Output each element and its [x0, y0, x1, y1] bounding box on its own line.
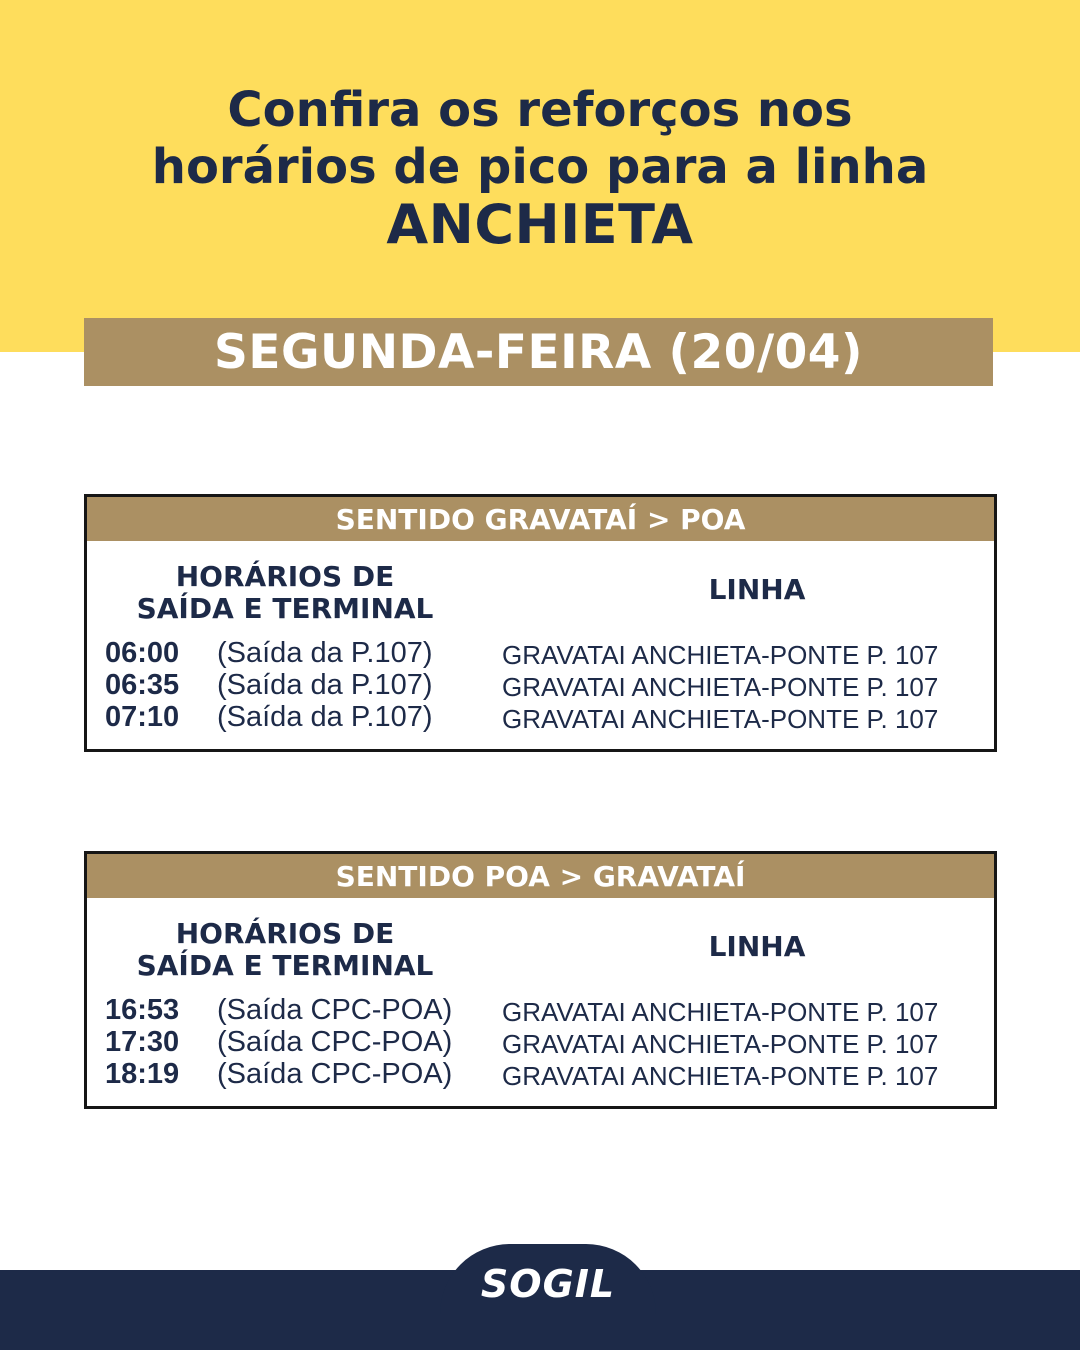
bus-line: GRAVATAI ANCHIETA-PONTE P. 107	[502, 672, 939, 702]
column-header-times-line-1: HORÁRIOS DE	[175, 917, 395, 950]
title-line-2: horários de pico para a linha	[151, 139, 929, 195]
section-direction: SENTIDO GRAVATAÍ > POA	[335, 502, 746, 536]
section-header	[87, 497, 994, 541]
departure-terminal: (Saída da P.107)	[217, 701, 433, 733]
schedule-row	[105, 669, 985, 701]
section-header	[87, 854, 994, 898]
departure-terminal: (Saída da P.107)	[217, 637, 433, 669]
bus-line: GRAVATAI ANCHIETA-PONTE P. 107	[502, 704, 939, 734]
schedule-row	[105, 994, 985, 1026]
schedule-rows	[105, 637, 985, 733]
column-header-times	[105, 561, 465, 625]
schedule-row	[105, 701, 985, 733]
departure-time: 16:53	[105, 994, 180, 1026]
schedule-section-poa-gravatai	[84, 851, 997, 1109]
bus-line: GRAVATAI ANCHIETA-PONTE P. 107	[502, 1061, 939, 1091]
column-header-times-line-2: SAÍDA E TERMINAL	[136, 949, 434, 982]
departure-terminal: (Saída CPC-POA)	[217, 1058, 453, 1090]
bus-line: GRAVATAI ANCHIETA-PONTE P. 107	[502, 997, 939, 1027]
bus-line: GRAVATAI ANCHIETA-PONTE P. 107	[502, 640, 939, 670]
departure-terminal: (Saída CPC-POA)	[217, 994, 453, 1026]
bus-line: GRAVATAI ANCHIETA-PONTE P. 107	[502, 1029, 939, 1059]
column-header-times-line-1: HORÁRIOS DE	[175, 560, 395, 593]
schedule-rows	[105, 994, 985, 1090]
departure-time: 17:30	[105, 1026, 180, 1058]
departure-terminal: (Saída CPC-POA)	[217, 1026, 453, 1058]
departure-time: 18:19	[105, 1058, 180, 1090]
departure-time: 06:00	[105, 637, 180, 669]
sogil-logo: SOGIL	[480, 1262, 616, 1306]
departure-terminal: (Saída da P.107)	[217, 669, 433, 701]
title-line-3: ANCHIETA	[386, 193, 694, 256]
schedule-row	[105, 637, 985, 669]
departure-time: 07:10	[105, 701, 180, 733]
column-header-line: LINHA	[708, 930, 806, 963]
column-header-times	[105, 918, 465, 982]
departure-time: 06:35	[105, 669, 180, 701]
day-banner-label: SEGUNDA-FEIRA (20/04)	[214, 324, 863, 380]
title-line-1: Confira os reforços nos	[227, 82, 853, 138]
schedule-row	[105, 1058, 985, 1090]
page-title	[0, 82, 1080, 256]
section-direction: SENTIDO POA > GRAVATAÍ	[335, 859, 746, 893]
day-banner	[84, 318, 993, 386]
column-header-times-line-2: SAÍDA E TERMINAL	[136, 592, 434, 625]
column-header-line: LINHA	[708, 573, 806, 606]
schedule-row	[105, 1026, 985, 1058]
schedule-section-gravatai-poa	[84, 494, 997, 752]
